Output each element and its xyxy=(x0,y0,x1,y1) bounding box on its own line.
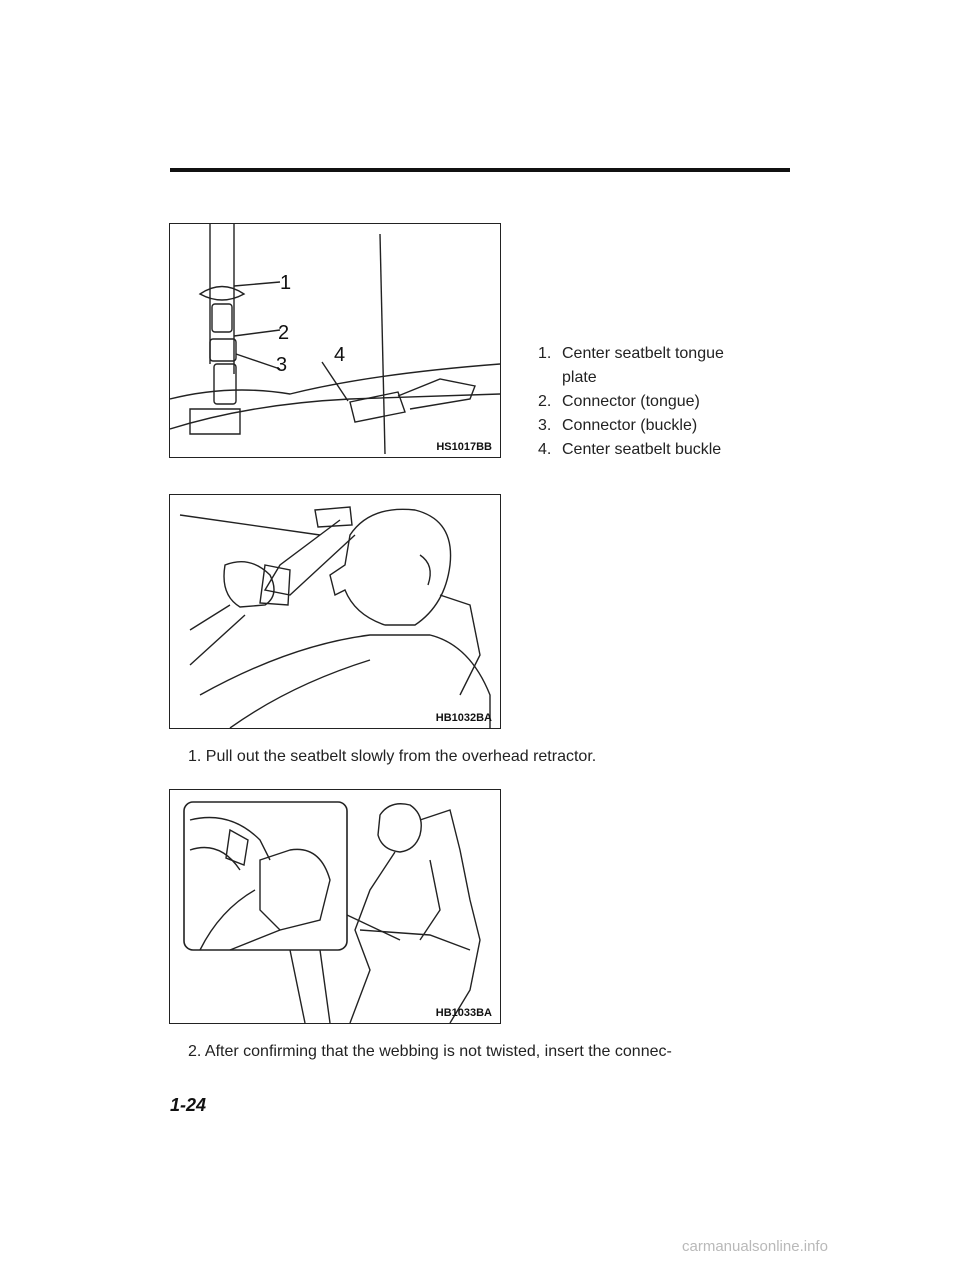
callout-2: 2 xyxy=(278,322,290,344)
legend-number: 2. xyxy=(538,393,552,410)
legend-item xyxy=(538,438,752,462)
legend-number: 4. xyxy=(538,441,552,458)
legend-item xyxy=(538,390,752,414)
legend-number: 1. xyxy=(538,345,552,362)
callout-3: 3 xyxy=(276,354,288,376)
figure-legend xyxy=(538,342,752,462)
legend-number: 3. xyxy=(538,417,552,434)
legend-item xyxy=(538,342,752,390)
seatbelt-connector-illustration xyxy=(170,224,500,457)
legend-text: Connector (tongue) xyxy=(562,393,700,410)
figure-code: HB1032BA xyxy=(435,712,492,724)
figure-code: HB1033BA xyxy=(435,1007,492,1019)
step-1-text: 1. Pull out the seatbelt slowly from the overhead retractor. xyxy=(188,748,597,765)
page-number: 1-24 xyxy=(170,1095,207,1115)
figure-insert-connector xyxy=(169,789,501,1024)
insert-connector-illustration xyxy=(170,790,500,1023)
callout-4: 4 xyxy=(334,344,346,366)
callout-1: 1 xyxy=(280,272,292,294)
legend-item xyxy=(538,414,752,438)
figure-pull-seatbelt xyxy=(169,494,501,729)
legend-text: Center seatbelt tongue plate xyxy=(562,345,724,386)
header-rule xyxy=(170,168,790,172)
pull-seatbelt-illustration xyxy=(170,495,500,728)
figure-seatbelt-connectors xyxy=(169,223,501,458)
watermark-text: carmanualsonline.info xyxy=(682,1238,828,1255)
legend-text: Center seatbelt buckle xyxy=(562,441,722,458)
step-2-text: 2. After confirming that the webbing is not twisted, insert the connec- xyxy=(188,1043,672,1060)
legend-text: Connector (buckle) xyxy=(562,417,698,434)
figure-code: HS1017BB xyxy=(436,441,492,453)
